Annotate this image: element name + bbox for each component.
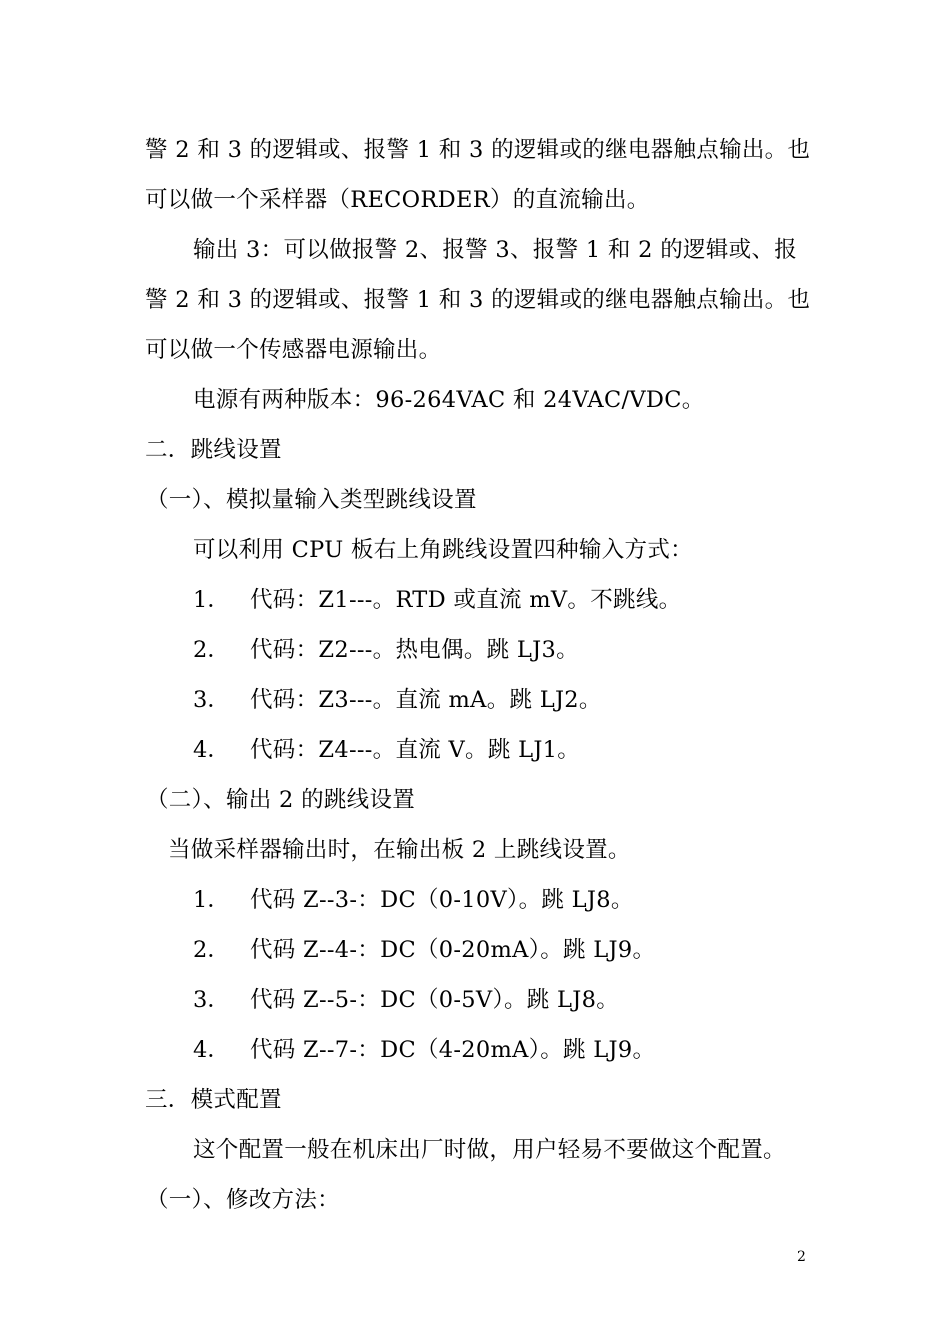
list-item: 代码：Z2---。热电偶。跳 LJ3。 bbox=[250, 637, 579, 663]
list-item-number: 3． bbox=[193, 987, 230, 1013]
paragraph-line: 当做采样器输出时，在输出板 2 上跳线设置。 bbox=[168, 837, 631, 863]
paragraph-line: 这个配置一般在机床出厂时做，用户轻易不要做这个配置。 bbox=[193, 1137, 786, 1163]
section-heading: 二．跳线设置 bbox=[145, 437, 282, 463]
paragraph-line: 输出 3：可以做报警 2、报警 3、报警 1 和 2 的逻辑或、报 bbox=[193, 237, 798, 263]
list-item-number: 4． bbox=[193, 737, 230, 763]
paragraph-line: 可以做一个传感器电源输出。 bbox=[145, 337, 442, 363]
list-item: 代码 Z--4-：DC（0-20mA）。跳 LJ9。 bbox=[250, 937, 656, 963]
list-item-number: 2． bbox=[193, 637, 230, 663]
list-item: 代码：Z1---。RTD 或直流 mV。不跳线。 bbox=[250, 587, 682, 613]
subsection-heading: （一）、模拟量输入类型跳线设置 bbox=[146, 487, 477, 513]
list-item-number: 1． bbox=[193, 887, 230, 913]
list-item-number: 1． bbox=[193, 587, 230, 613]
paragraph-line: 可以做一个采样器（RECORDER）的直流输出。 bbox=[145, 187, 650, 213]
list-item: 代码 Z--5-：DC（0-5V）。跳 LJ8。 bbox=[250, 987, 620, 1013]
list-item-number: 3． bbox=[193, 687, 230, 713]
paragraph-line: 警 2 和 3 的逻辑或、报警 1 和 3 的逻辑或的继电器触点输出。也 bbox=[145, 287, 811, 313]
list-item: 代码：Z3---。直流 mA。跳 LJ2。 bbox=[250, 687, 602, 713]
list-item: 代码：Z4---。直流 V。跳 LJ1。 bbox=[250, 737, 581, 763]
paragraph-line: 电源有两种版本：96-264VAC 和 24VAC/VDC。 bbox=[193, 387, 705, 413]
paragraph-line: 可以利用 CPU 板右上角跳线设置四种输入方式： bbox=[193, 537, 693, 563]
list-item: 代码 Z--7-：DC（4-20mA）。跳 LJ9。 bbox=[250, 1037, 656, 1063]
subsection-heading: （二）、输出 2 的跳线设置 bbox=[146, 787, 416, 813]
list-item-number: 4． bbox=[193, 1037, 230, 1063]
paragraph-line: 警 2 和 3 的逻辑或、报警 1 和 3 的逻辑或的继电器触点输出。也 bbox=[145, 137, 811, 163]
section-heading: 三．模式配置 bbox=[145, 1087, 282, 1113]
page-number: 2 bbox=[797, 1249, 806, 1265]
list-item-number: 2． bbox=[193, 937, 230, 963]
subsection-heading: （一）、修改方法： bbox=[146, 1187, 340, 1213]
list-item: 代码 Z--3-：DC（0-10V）。跳 LJ8。 bbox=[250, 887, 634, 913]
